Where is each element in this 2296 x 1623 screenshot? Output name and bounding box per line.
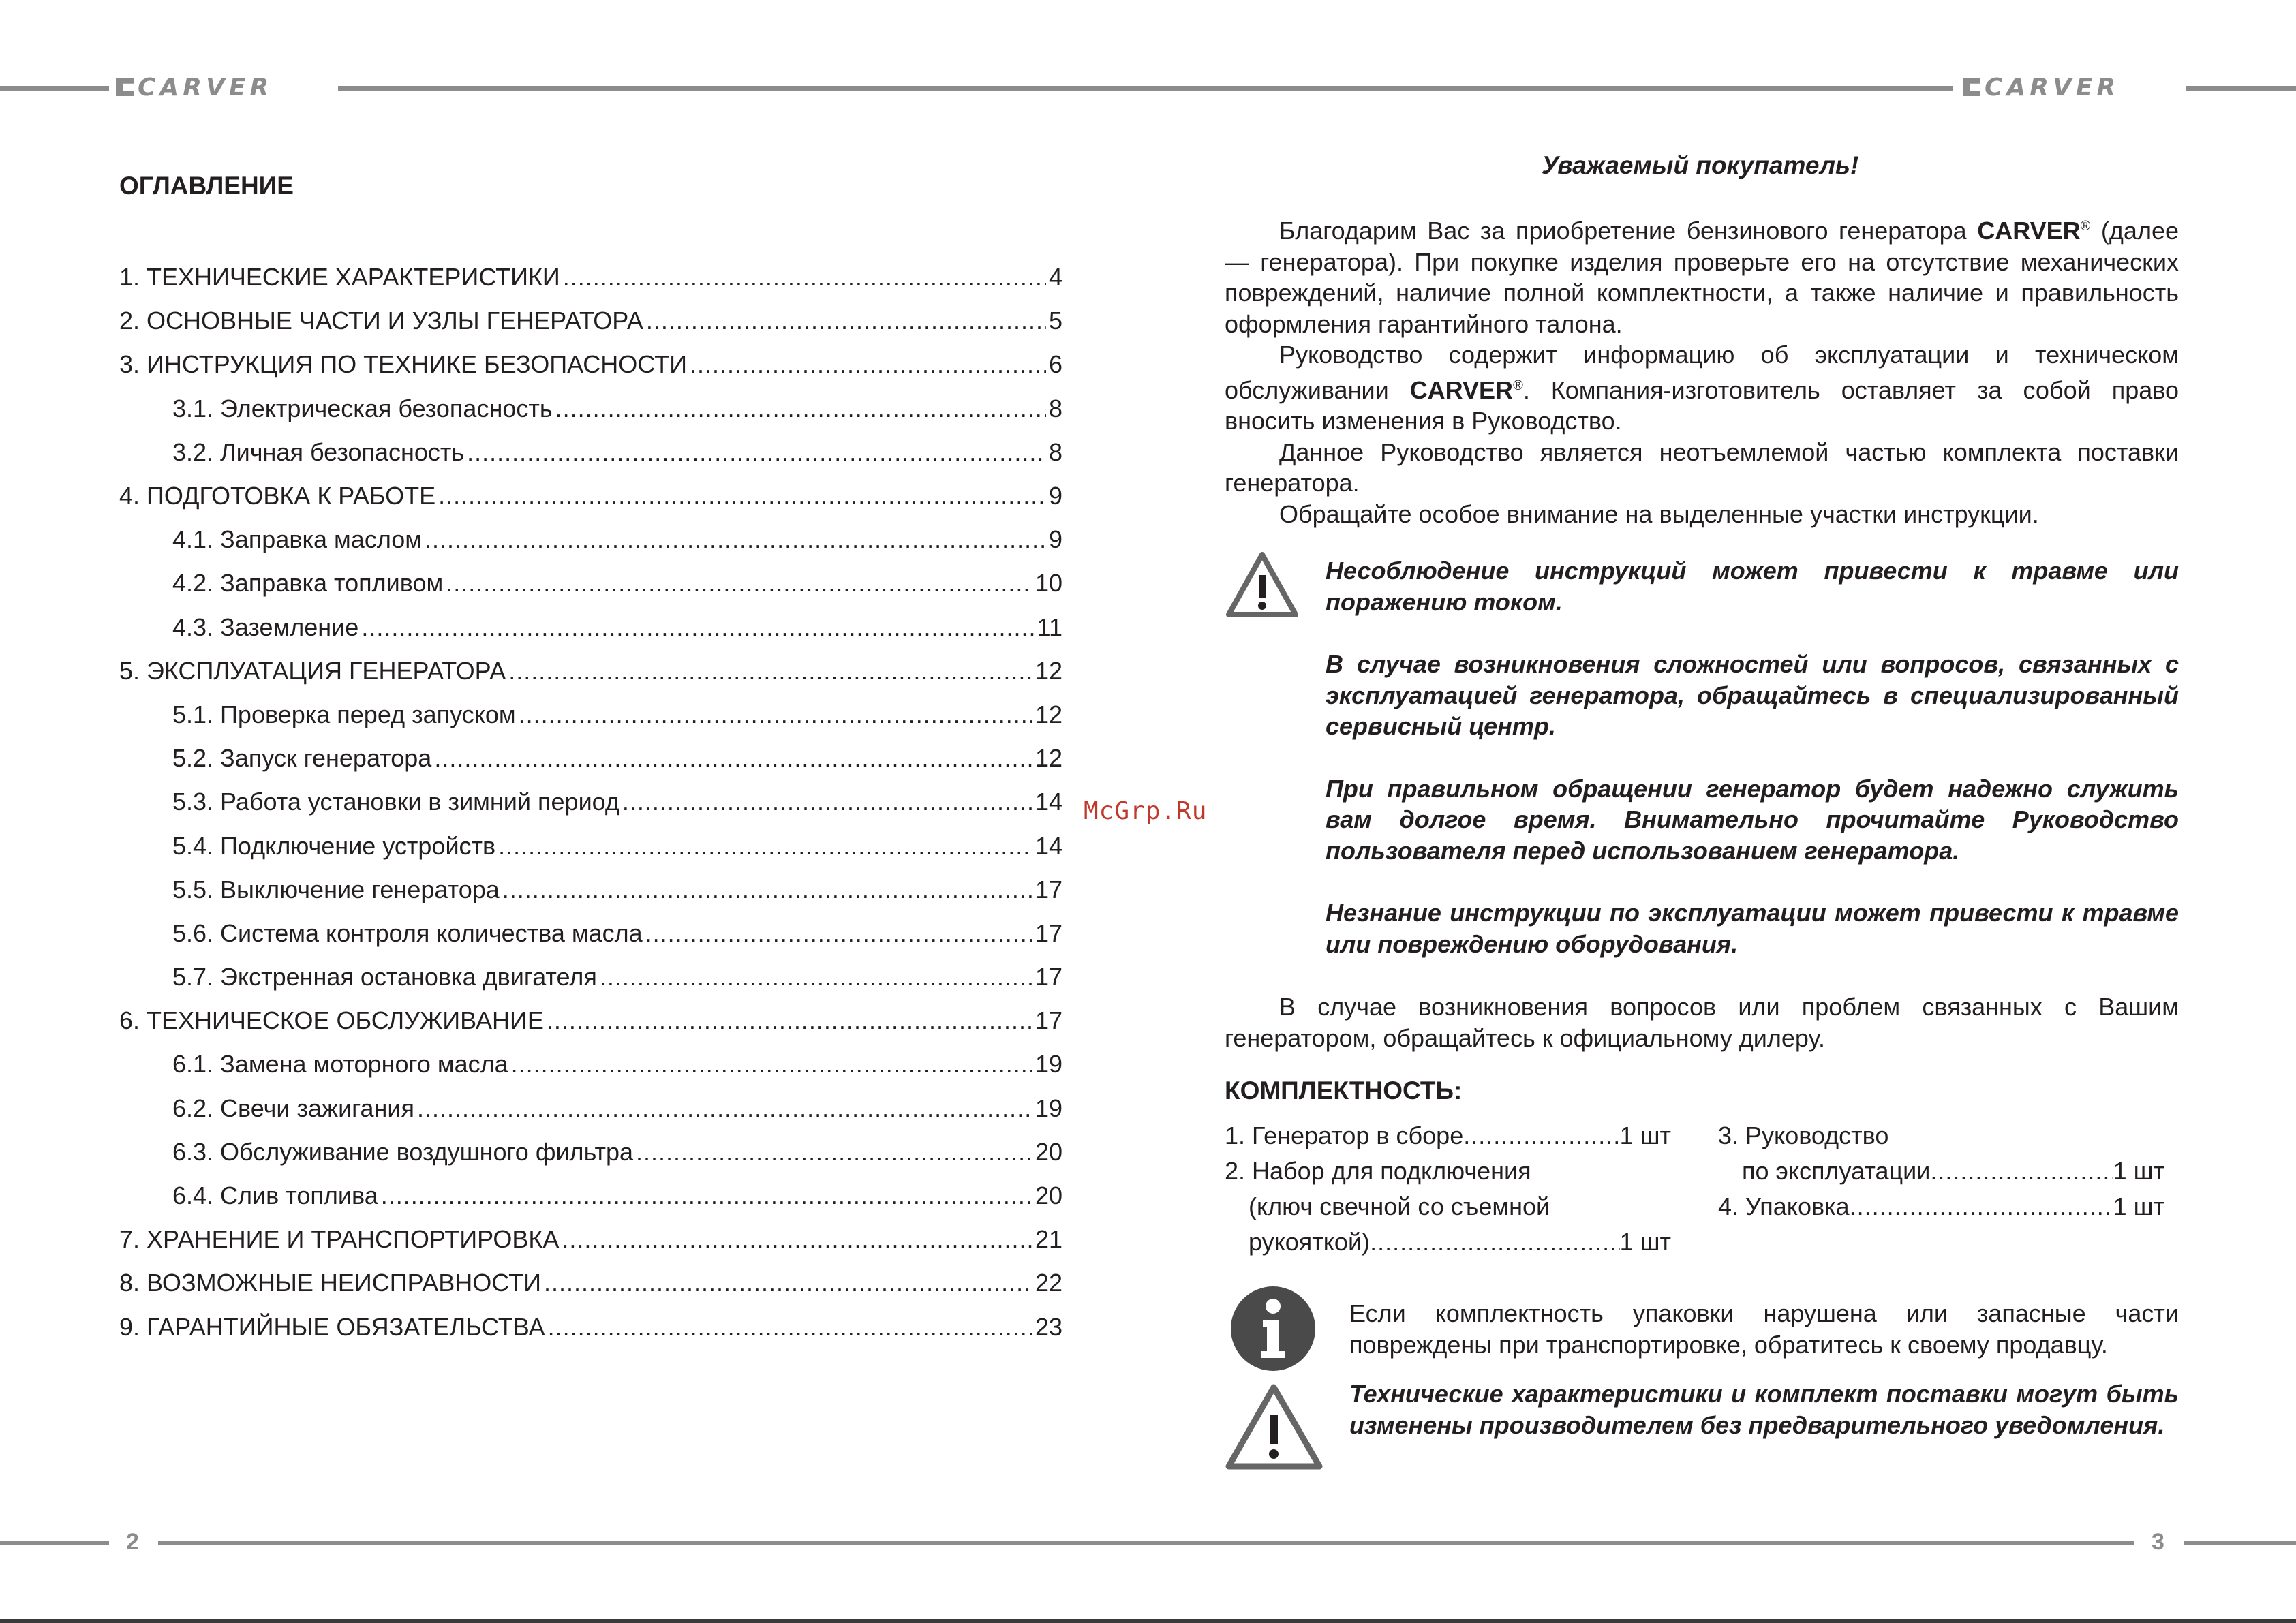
toc-entry[interactable] [119,256,1062,299]
toc-leader-dots [511,1050,1032,1079]
toc-entry-label: 2. ОСНОВНЫЕ ЧАСТИ И УЗЛЫ ГЕНЕРАТОРА [119,307,643,335]
greeting-heading: Уважаемый покупатель! [1542,151,1859,179]
toc-entry-label: 5. ЭКСПЛУАТАЦИЯ ГЕНЕРАТОРА [119,656,506,685]
toc-entry-label: 6.3. Обслуживание воздушного фильтра [172,1137,634,1166]
info-text: Если комплектность упаковки нарушена или запасные части повреждены при транспортировке, обратитесь к своему продавцу. [1349,1299,2179,1359]
carver-mark-icon [1963,78,1980,96]
toc-leader-dots [690,350,1046,379]
toc-entry-page: 14 [1035,788,1062,816]
carver-mark-icon [116,78,134,96]
toc-leader-dots [519,700,1032,729]
toc-entry-page: 9 [1048,525,1062,554]
kit-item: 4. Упаковка ..... 1 шт [1718,1189,2164,1224]
toc-leader-dots [622,788,1032,816]
toc-leader-dots [555,395,1046,423]
toc-title: ОГЛАВЛЕНИЕ [119,172,294,200]
intro-paragraph-3: Данное Руководство является неотъемлемой частью комплекта поставки генератора. [1225,437,2179,497]
toc-entry-page: 8 [1048,437,1062,466]
warning-block [1326,555,2179,991]
toc-leader-dots [547,1006,1032,1035]
toc-leader-dots [425,525,1046,554]
toc-entry-label: 5.4. Подключение устройств [172,831,496,860]
toc-entry-page: 12 [1035,700,1062,728]
toc-entry-label: 5.7. Экстренная остановка двигателя [172,963,597,991]
toc-entry[interactable] [119,1130,1062,1174]
dealer-note: В случае возникновения вопросов или проблем связанных с Вашим генератором, обращайтесь к официальному дилеру. [1225,993,2179,1052]
toc-entry[interactable] [119,343,1062,386]
toc-entry[interactable] [119,824,1062,867]
toc-leader-dots [562,1225,1032,1254]
toc-entry-page: 17 [1035,918,1062,947]
toc-leader-dots [508,657,1032,685]
toc-entry-label: 5.6. Система контроля количества масла [172,918,643,947]
toc-entry-label: 4. ПОДГОТОВКА К РАБОТЕ [119,482,436,510]
toc-entry[interactable] [119,1174,1062,1218]
toc-entry-page: 6 [1048,350,1062,379]
toc-leader-dots [600,963,1032,991]
intro-paragraph-1: Благодарим Вас за приобретение бензинового генератора CARVER® (далее — генератора). При покупке изделия проверьте его на отсутствие механических повреждений, наличие полной комплектности, а также наличие и правильность оформления гарантийного талона. [1225,217,2179,338]
toc-entry[interactable] [119,1087,1062,1130]
toc-entry-label: 3. ИНСТРУКЦИЯ ПО ТЕХНИКЕ БЕЗОПАСНОСТИ [119,350,687,379]
toc-entry-page: 19 [1035,1050,1062,1079]
warning-triangle-icon [1225,1383,1323,1472]
toc-entry-label: 4.2. Заправка топливом [172,569,444,598]
toc-entry-label: 6.2. Свечи зажигания [172,1094,415,1122]
warning-text: Незнание инструкции по эксплуатации может привести к травме или повреждению оборудования. [1326,899,2179,958]
toc-entry[interactable] [119,387,1062,431]
toc-leader-dots [361,613,1034,642]
toc-entry[interactable] [119,780,1062,824]
kit-item-cont: по эксплуатации ..... 1 шт [1718,1154,2164,1189]
toc-leader-dots [645,919,1032,948]
toc-leader-dots [636,1138,1032,1166]
toc-entry-label: 4.1. Заправка маслом [172,525,422,554]
kit-item: 1. Генератор в сборе ..... 1 шт [1225,1118,1671,1154]
toc-entry[interactable] [119,1218,1062,1261]
table-of-contents [119,256,1062,1349]
toc-entry-page: 17 [1035,963,1062,991]
toc-entry-page: 9 [1048,482,1062,510]
page-number-right: 3 [2152,1529,2164,1555]
toc-entry-page: 12 [1035,656,1062,685]
carver-logo-text: CARVER [138,73,273,102]
toc-entry-label: 7. ХРАНЕНИЕ И ТРАНСПОРТИРОВКА [119,1225,560,1254]
kit-item: 2. Набор для подключения [1225,1157,1531,1185]
intro-paragraph-4: Обращайте особое внимание на выделенные участки инструкции. [1279,499,2039,528]
warning-text: Несоблюдение инструкций может привести к травме или поражению током. [1326,557,2179,616]
toc-entry[interactable] [119,868,1062,912]
toc-leader-dots [498,832,1032,861]
kit-item: 3. Руководство [1718,1122,1889,1149]
toc-entry[interactable] [119,1042,1062,1086]
kit-list-left [1225,1118,1671,1260]
info-circle-icon [1229,1284,1317,1373]
toc-entry-label: 3.1. Электрическая безопасность [172,394,553,422]
toc-leader-dots [434,744,1032,773]
toc-entry[interactable] [119,299,1062,343]
intro-paragraph-2: Руководство содержит информацию об эксплуатации и техническом обслуживании CARVER®. Компания-изготовитель оставляет за собой право вносить изменения в Руководство. [1225,341,2179,435]
final-warning: Технические характеристики и комплект поставки могут быть изменены производителем без предварительного уведомления. [1349,1380,2179,1439]
toc-leader-dots [467,438,1046,467]
toc-entry-label: 6.4. Слив топлива [172,1181,378,1210]
kit-item-cont: рукояткой) ..... 1 шт [1225,1224,1671,1260]
toc-entry[interactable] [119,606,1062,649]
toc-entry[interactable] [119,1305,1062,1349]
toc-entry[interactable] [119,561,1062,605]
header-rule-main [338,86,1953,91]
toc-entry-page: 5 [1048,307,1062,335]
toc-entry-page: 19 [1035,1094,1062,1122]
toc-entry-page: 23 [1035,1312,1062,1341]
toc-entry[interactable] [119,912,1062,955]
toc-entry[interactable] [119,518,1062,561]
toc-entry-page: 12 [1035,744,1062,773]
toc-entry[interactable] [119,1261,1062,1305]
toc-entry-label: 6. ТЕХНИЧЕСКОЕ ОБСЛУЖИВАНИЕ [119,1006,544,1035]
header-rule-right-b [2186,86,2296,91]
brand-name: CARVER [1977,217,2081,245]
kit-list-right [1718,1118,2164,1224]
page-bottom-band [0,1619,2296,1623]
brand-name: CARVER [1409,375,1514,404]
toc-leader-dots [381,1181,1032,1210]
toc-leader-dots [563,263,1046,292]
toc-entry-label: 1. ТЕХНИЧЕСКИЕ ХАРАКТЕРИСТИКИ [119,263,560,292]
carver-logo-left [116,74,273,101]
footer-rule-right-b [2184,1541,2296,1545]
watermark: McGrp.Ru [1084,797,1208,825]
warning-triangle-icon [1225,551,1300,619]
toc-leader-dots [646,307,1046,335]
toc-entry-label: 8. ВОЗМОЖНЫЕ НЕИСПРАВНОСТИ [119,1269,541,1297]
warning-text: При правильном обращении генератор будет надежно служить вам долгое время. Внимательно прочитайте Руководство пользователя перед использованием генератора. [1326,774,2179,865]
footer-rule-left-a [0,1541,109,1545]
toc-entry-label: 6.1. Замена моторного масла [172,1050,508,1079]
toc-entry[interactable] [119,431,1062,474]
toc-entry-label: 5.5. Выключение генератора [172,875,500,903]
toc-entry-page: 11 [1037,613,1062,641]
toc-entry-label: 4.3. Заземление [172,613,359,641]
toc-entry[interactable] [119,693,1062,737]
toc-entry-page: 17 [1035,1006,1062,1035]
toc-leader-dots [438,482,1046,510]
kit-title: КОМПЛЕКТНОСТЬ: [1225,1077,1463,1104]
toc-entry-page: 14 [1035,831,1062,860]
toc-entry-page: 20 [1035,1181,1062,1210]
carver-logo-text: CARVER [1985,73,2120,102]
toc-entry[interactable] [119,649,1062,693]
footer-rule-main [158,1541,2134,1545]
header-rule-left-a [0,86,109,91]
kit-item-cont: (ключ свечной со съемной [1249,1192,1550,1220]
warning-text: В случае возникновения сложностей или вопросов, связанных с эксплуатацией генератора, обращайтесь в специализированный сервисный центр. [1326,650,2179,740]
toc-entry-label: 3.2. Личная безопасность [172,437,465,466]
toc-entry-page: 4 [1048,263,1062,292]
toc-entry[interactable] [119,955,1062,999]
toc-leader-dots [417,1094,1032,1123]
toc-entry[interactable] [119,737,1062,780]
toc-entry-page: 10 [1035,569,1062,598]
toc-entry-label: 5.3. Работа установки в зимний период [172,788,619,816]
toc-entry-page: 22 [1035,1269,1062,1297]
intro-text [1225,211,2179,529]
toc-leader-dots [446,569,1032,598]
toc-entry-page: 17 [1035,875,1062,903]
carver-logo-right [1963,74,2119,101]
toc-entry-label: 5.1. Проверка перед запуском [172,700,516,728]
toc-entry-label: 9. ГАРАНТИЙНЫЕ ОБЯЗАТЕЛЬСТВА [119,1312,545,1341]
toc-leader-dots [544,1269,1032,1297]
toc-entry-page: 20 [1035,1137,1062,1166]
toc-leader-dots [502,876,1032,904]
toc-entry[interactable] [119,474,1062,518]
toc-leader-dots [548,1313,1032,1342]
toc-entry-page: 8 [1048,394,1062,422]
page-number-left: 2 [126,1529,139,1555]
toc-entry[interactable] [119,999,1062,1042]
toc-entry-page: 21 [1035,1225,1062,1254]
toc-entry-label: 5.2. Запуск генератора [172,744,432,773]
